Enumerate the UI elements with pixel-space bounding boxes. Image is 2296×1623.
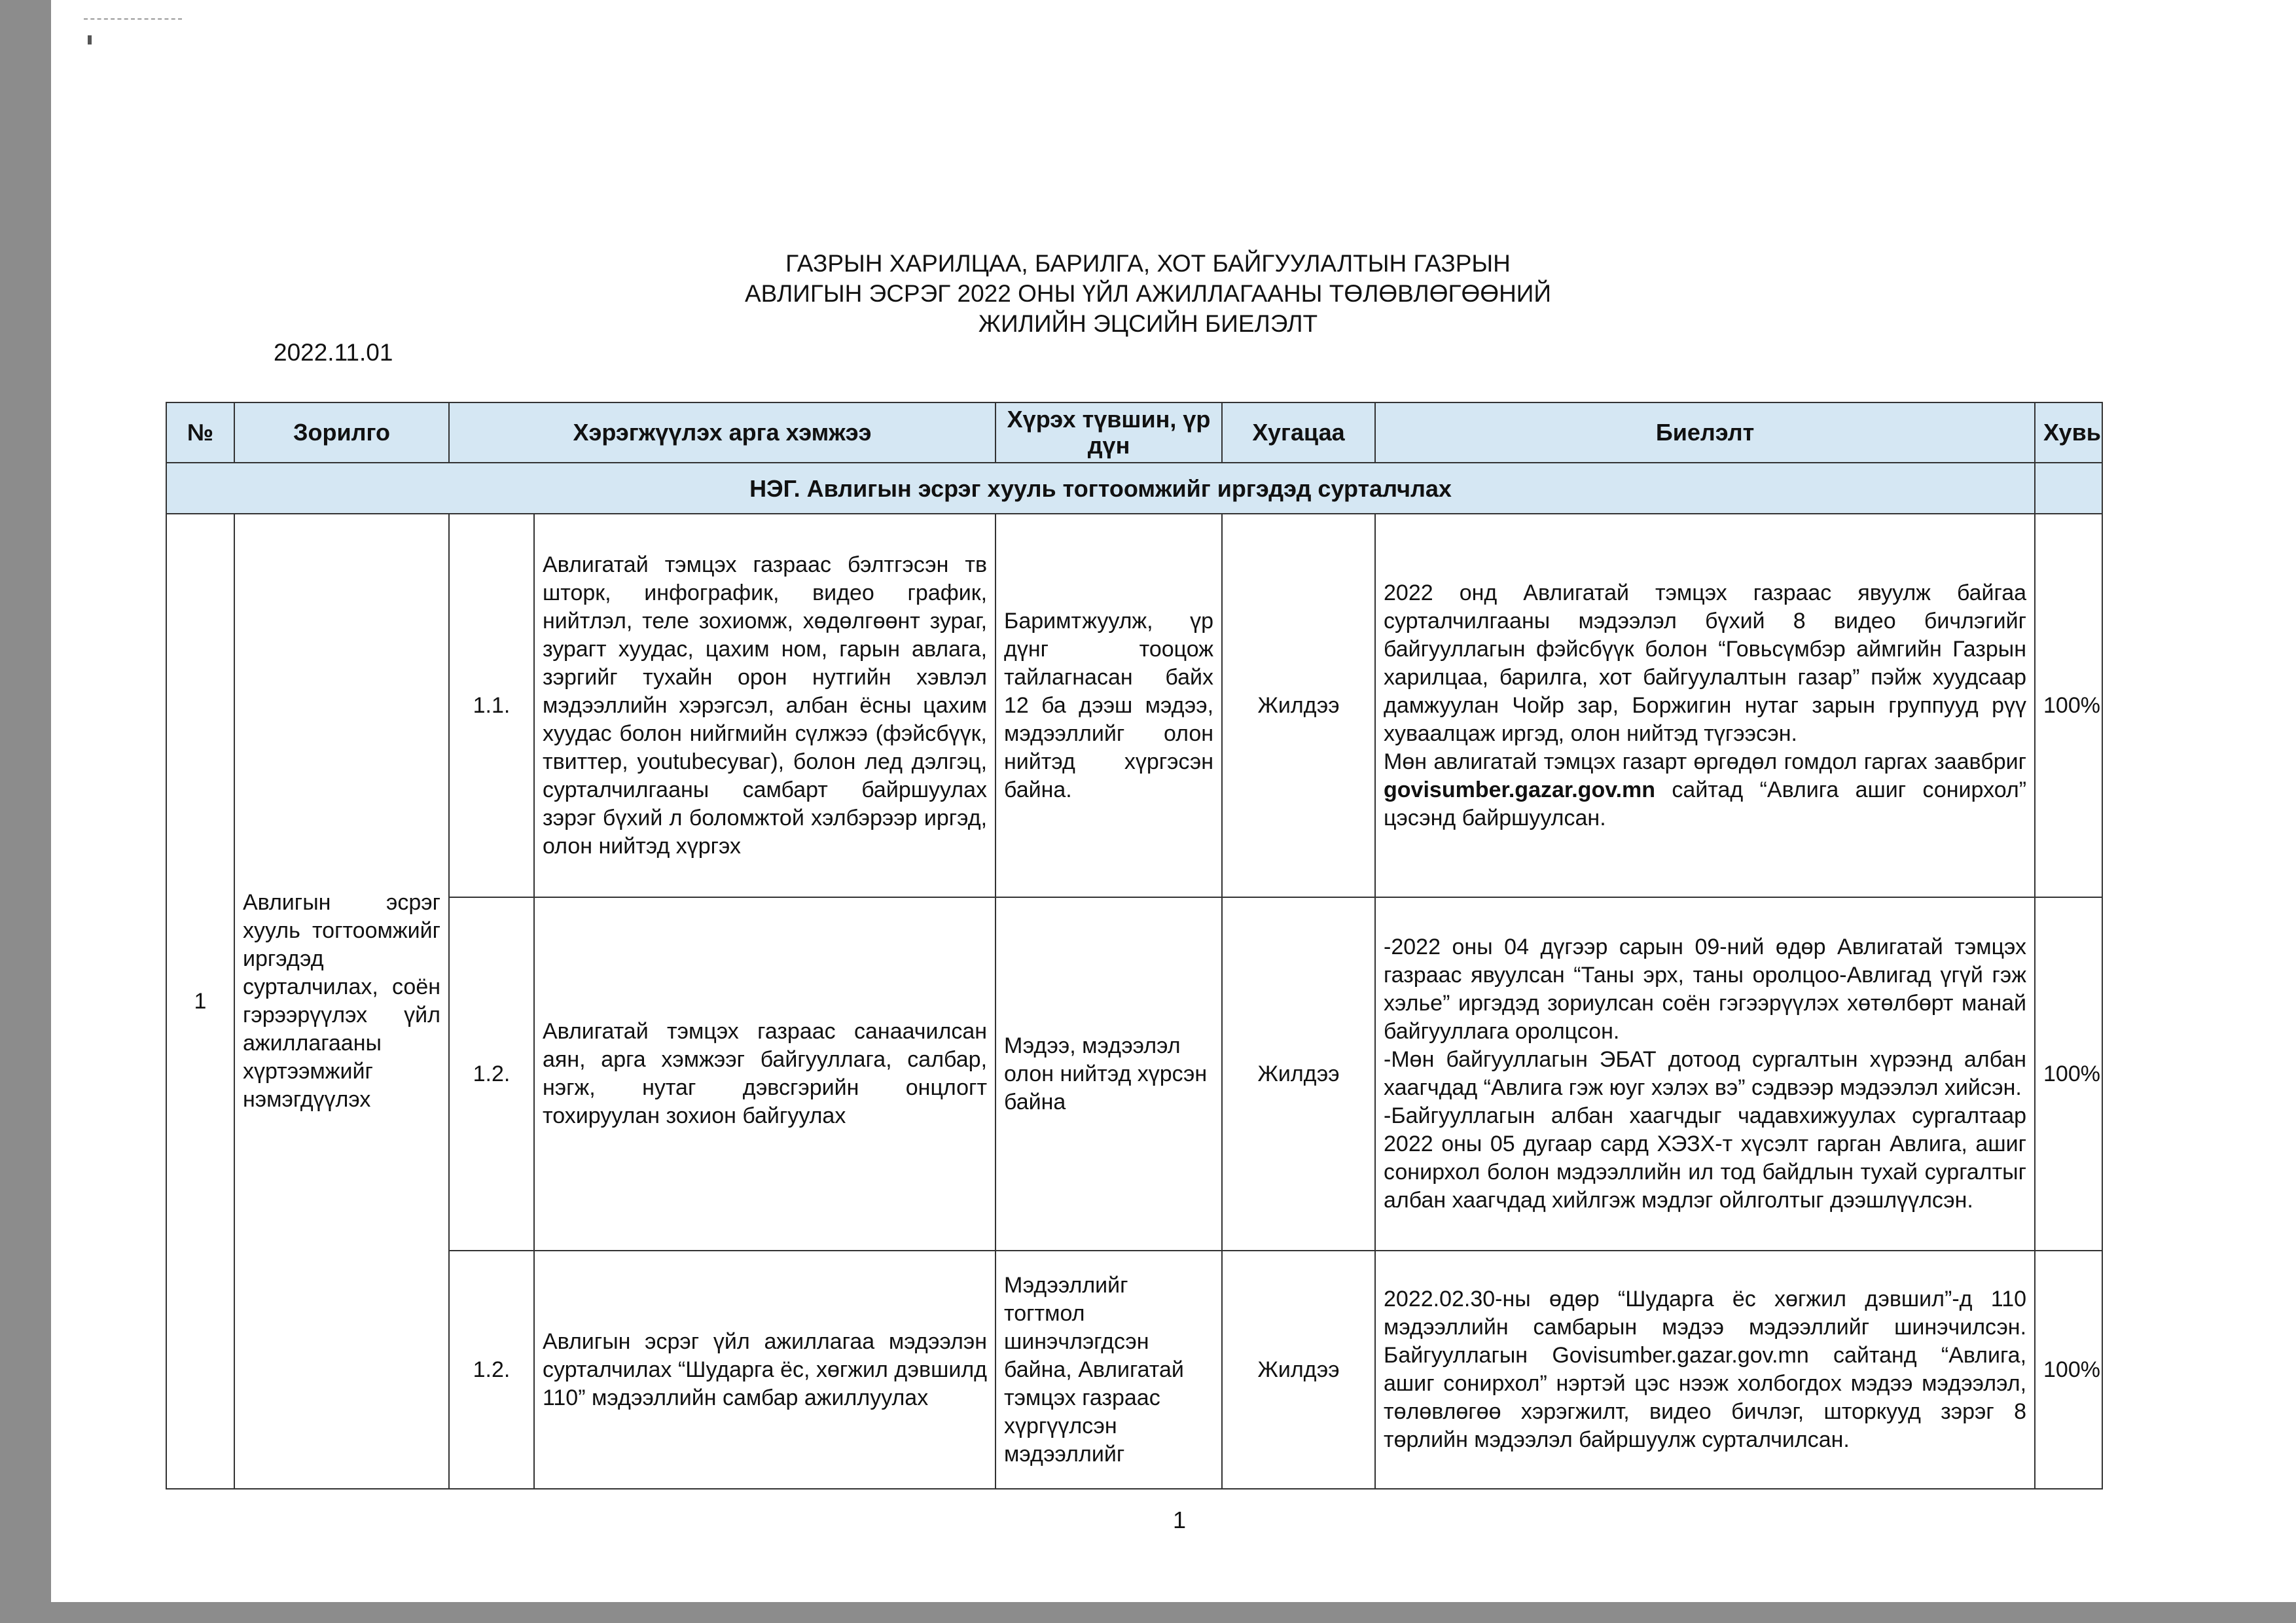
scan-artifact-dot: [88, 35, 92, 45]
table-row: [166, 514, 2102, 897]
deadline-cell: Жилдээ: [1222, 1251, 1375, 1489]
section-row: [166, 463, 2102, 514]
col-header-action: Хэрэгжүүлэх арга хэмжээ: [449, 402, 996, 463]
percent-cell: 100%: [2035, 897, 2102, 1251]
deadline-cell: Жилдээ: [1222, 514, 1375, 897]
col-header-goal: Зорилго: [234, 402, 449, 463]
result-cell: [1375, 514, 2035, 897]
sub-number: 1.2.: [449, 897, 534, 1251]
deadline-cell: Жилдээ: [1222, 897, 1375, 1251]
col-header-outcome: Хүрэх түвшин, үр дүн: [996, 402, 1222, 463]
site-link[interactable]: govisumber.gazar.gov.mn: [1384, 777, 1656, 802]
col-header-no: №: [166, 402, 234, 463]
col-header-deadline: Хугацаа: [1222, 402, 1375, 463]
result-cell: 2022.02.30-ны өдөр “Шударга ёс хөгжил дэвшил”-д 110 мэдээллийн самбарын мэдээ мэдээллийг шинэчилсэн. Байгууллагын Govisumber.gazar.gov.mn сайтанд “Авлига, ашиг сонирхол” нэртэй цэс нээж холбогдох мэдээ мэдээлэл, төлөвлөгөө хэрэгжилт, видео бичлэг, шторкууд зэрэг 8 төрлийн мэдээлэл байршуулж сурталчилсан.: [1375, 1251, 2035, 1489]
page-number: 1: [1172, 1507, 1187, 1533]
result-paragraph: -Мөн байгууллагын ЭБАТ дотоод сургалтын хүрээнд албан хаагчдад “Авлига гэж юуг хэлэх вэ” сэдвээр мэдээлэл хийсэн.: [1384, 1047, 2027, 1100]
result-paragraph: 2022 онд Авлигатай тэмцэх газраас явуулж байгаа сурталчилгааны мэдээлэл бүхий 8 видео бичлэгийг байгууллагын фэйсбүүк болон “Говьсүмбэр аймгийн Газрын харилцаа, барилга, хот байгуулалтын газар” пэйж хуудсаар дамжуулан Чойр зар, Боржигин нутаг зарын группууд рүү хуваалцаж иргэд, олон нийтэд түгээсэн.: [1384, 580, 2027, 746]
outcome-cell: Мэдээ, мэдээлэл олон нийтэд хүрсэн байна: [996, 897, 1222, 1251]
col-header-percent: Хувь: [2035, 402, 2102, 463]
scan-artifact-mark: [84, 18, 182, 22]
scan-left-edge: [0, 0, 51, 1623]
table-row: [166, 897, 2102, 1251]
table-header-row: [166, 402, 2102, 463]
result-paragraph: [1384, 748, 2026, 832]
percent-cell: 100%: [2035, 514, 2102, 897]
action-cell: Авлигатай тэмцэх газраас санаачилсан аян, арга хэмжээг байгууллага, салбар, нэгж, нутаг дэвсгэрийн онцлогт тохируулан зохион байгуулах: [534, 897, 996, 1251]
result-text: сайтад “Авлига ашиг сонирхол” цэсэнд байршуулсан.: [1384, 777, 2027, 830]
percent-cell: 100%: [2035, 1251, 2102, 1489]
document-date: 2022.11.01: [274, 339, 393, 366]
table-row: [166, 1251, 2102, 1489]
section-title: НЭГ. Авлигын эсрэг хууль тогтоомжийг иргэдэд сурталчлах: [166, 463, 2035, 514]
scan-bottom-edge: [0, 1602, 2296, 1623]
title-line: ГАЗРЫН ХАРИЛЦАА, БАРИЛГА, ХОТ БАЙГУУЛАЛТЫН ГАЗРЫН: [785, 250, 1511, 277]
result-text: Мөн авлигатай тэмцэх газарт өргөдөл гомдол гаргах заавбриг: [1384, 749, 2027, 774]
result-paragraph: -Байгууллагын албан хаагчдыг чадавхижуулах сургалтаар 2022 оны 05 дугаар сард ХЭЗХ-т хүсэлт гарган Авлига, ашиг сонирхол болон мэдээллийн ил тод байдлын тухай сургалтыг албан хаагчдад хийлгэж мэдлэг ойлголтыг дээшлүүлсэн.: [1384, 1103, 2027, 1213]
action-cell: Авлигын эсрэг үйл ажиллагаа мэдээлэн сурталчилах “Шударга ёс, хөгжил дэвшилд 110” мэдээллийн самбар ажиллуулах: [534, 1251, 996, 1489]
row-number: 1: [166, 514, 234, 1489]
plan-table: [166, 402, 2103, 1489]
sub-number: 1.1.: [449, 514, 534, 897]
section-empty-cell: [2035, 463, 2102, 514]
outcome-cell: Баримтжуулж, үр дүнг тооцож тайлагнасан байх 12 ба дээш мэдээ, мэдээллийг олон нийтэд хүргэсэн байна.: [996, 514, 1222, 897]
outcome-cell: Мэдээллийг тогтмол шинэчлэгдсэн байна, Авлигатай тэмцэх газраас хүргүүлсэн мэдээллийг: [996, 1251, 1222, 1489]
sub-number: 1.2.: [449, 1251, 534, 1489]
goal-cell: Авлигын эсрэг хууль тогтоомжийг иргэдэд сурталчилах, соён гэрээрүүлэх үйл ажиллагааны хүртээмжийг нэмэгдүүлэх: [234, 514, 449, 1489]
title-line: ЖИЛИЙН ЭЦСИЙН БИЕЛЭЛТ: [978, 310, 1318, 337]
title-line: АВЛИГЫН ЭСРЭГ 2022 ОНЫ ҮЙЛ АЖИЛЛАГААНЫ ТӨЛӨВЛӨГӨӨНИЙ: [745, 280, 1551, 307]
result-paragraph: -2022 оны 04 дүгээр сарын 09-ний өдөр Авлигатай тэмцэх газраас явуулсан “Таны эрх, таны оролцоо-Авлигад үгүй гэж хэлье” иргэдэд зориулсан соён гэгээрүүлэх хөтөлбөрт манай байгууллага оролцсон.: [1384, 935, 2027, 1044]
result-cell: [1375, 897, 2035, 1251]
document-title: [0, 249, 2296, 339]
action-cell: Авлигатай тэмцэх газраас бэлтгэсэн тв шторк, инфографик, видео график, нийтлэл, теле зохиомж, хөдөлгөөнт зураг, зурагт хуудас, цахим ном, гарын авлага, зэргийг тухайн орон нутгийн хэвлэл мэдээллийн хэрэгсэл, албан ёсны цахим хуудас болон нийгмийн сүлжээ (фэйсбүүк, твиттер, youtubecуваг), болон лед дэлгэц, сурталчилгааны самбарт байршуулах зэрэг бүхий л боломжтой хэлбэрээр иргэд, олон нийтэд хүргэх: [534, 514, 996, 897]
col-header-result: Биелэлт: [1375, 402, 2035, 463]
